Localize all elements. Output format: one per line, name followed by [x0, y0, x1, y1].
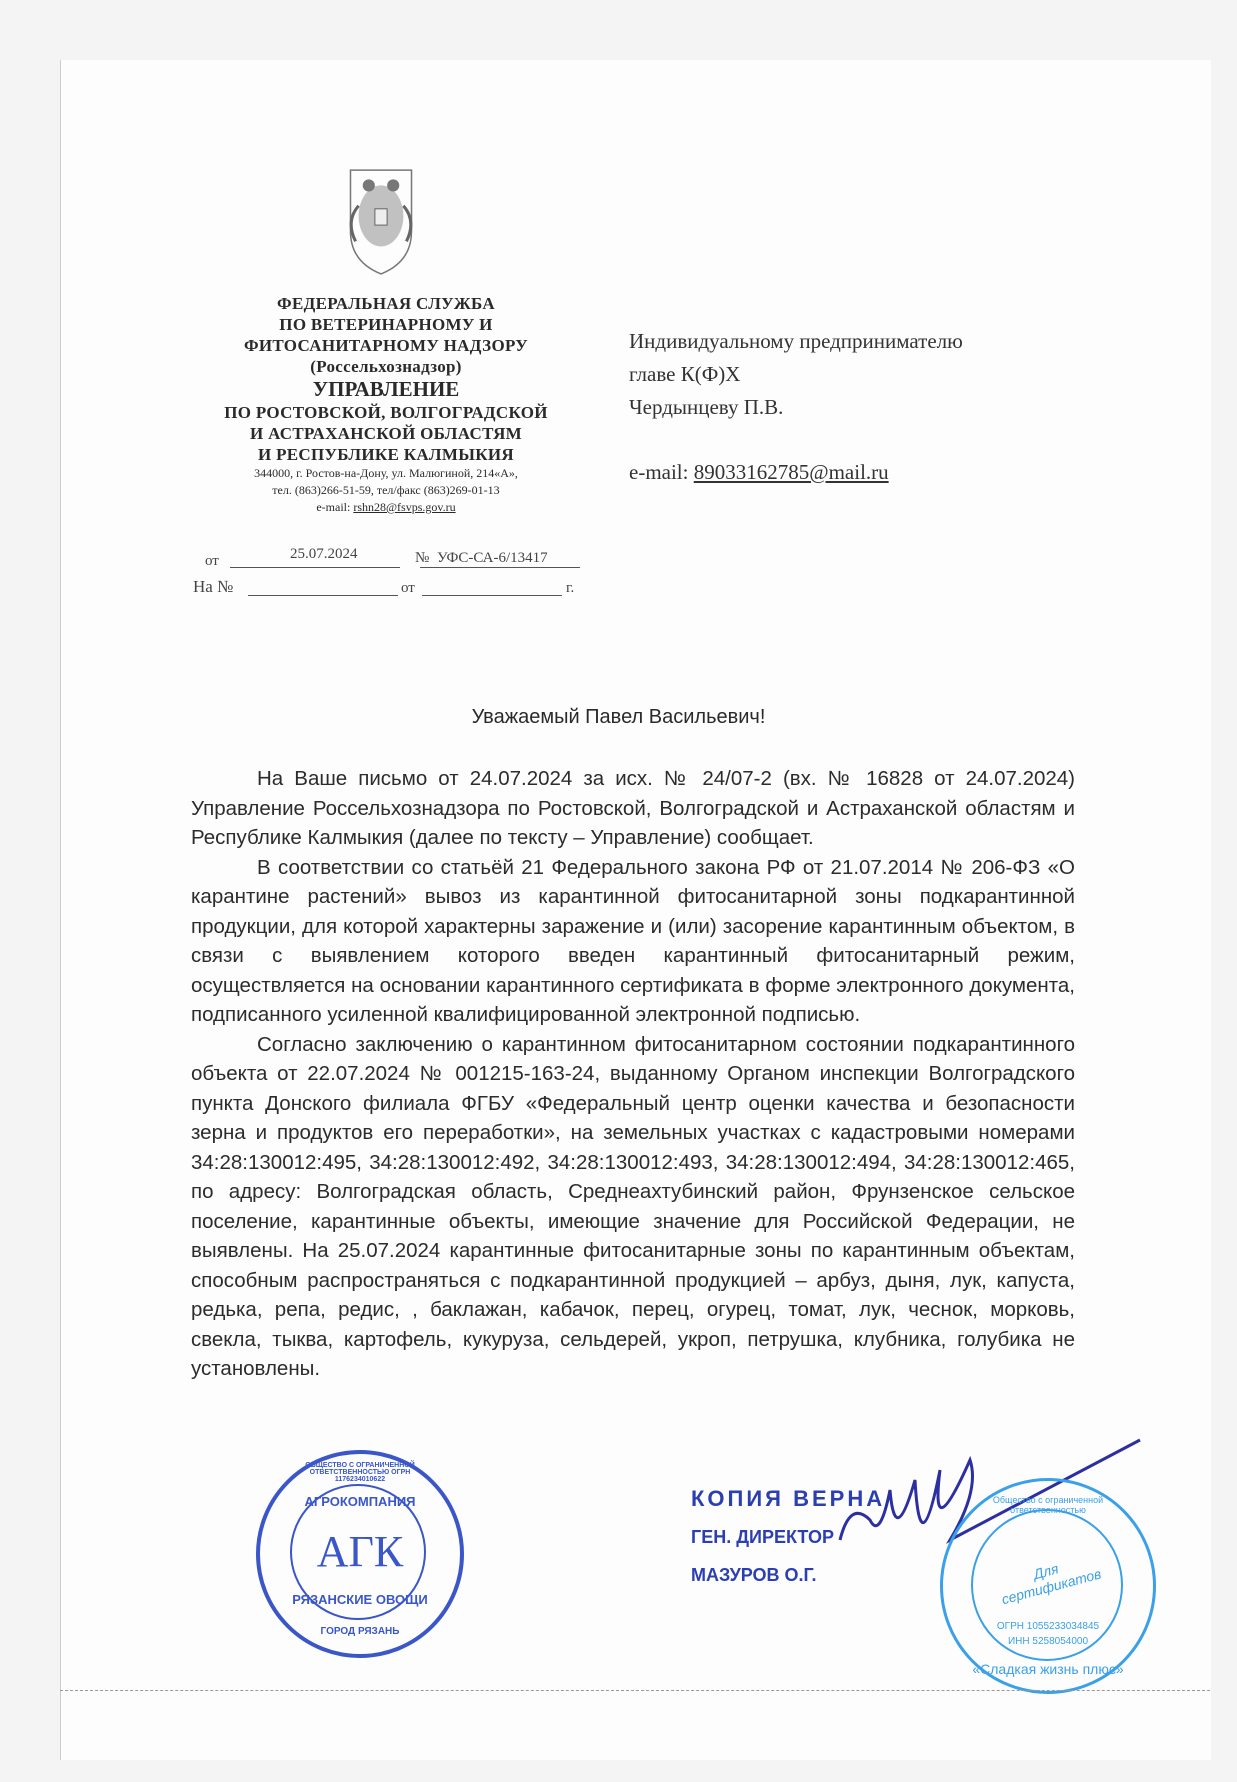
sender-region: ПО РОСТОВСКОЙ, ВОЛГОГРАДСКОЙ [224, 403, 548, 422]
reg-number: УФС-СА-6/13417 [437, 550, 548, 566]
reg-date: 25.07.2024 [290, 546, 358, 562]
stamp-outer-text: ОБЩЕСТВО С ОГРАНИЧЕННОЙ ОТВЕТСТВЕННОСТЬЮ ОГРН 1176234010622 [305, 1462, 415, 1483]
sender-region: И РЕСПУБЛИКЕ КАЛМЫКИЯ [258, 445, 514, 464]
recipient-line: Чердынцеву П.В. [629, 395, 784, 419]
recipient-line: главе К(Ф)Х [629, 362, 741, 386]
reg-number-label: № [415, 550, 430, 566]
greeting: Уважаемый Павел Васильевич! [471, 706, 766, 728]
recipient-email-link[interactable]: 89033162785@mail.ru [693, 460, 889, 484]
sender-phones: тел. (863)266-51-59, тел/факс (863)269-01-13 [272, 483, 500, 497]
ref-from-label: от [401, 580, 415, 596]
ref-year-suffix: г. [566, 580, 575, 596]
letter-body [191, 764, 1075, 1384]
stamp-outer-text: Общество с ограниченной ответственностью [992, 1495, 1104, 1515]
sender-email-link[interactable]: rshn28@fsvps.gov.ru [353, 500, 456, 514]
copy-verified-text: КОПИЯ ВЕРНА [691, 1486, 886, 1511]
stamp-city-text: ГОРОД РЯЗАНЬ [320, 1626, 400, 1637]
sender-address: 344000, г. Ростов-на-Дону, ул. Малюгиной, 214«А», [254, 466, 518, 480]
director-title: ГЕН. ДИРЕКТОР [691, 1527, 834, 1547]
paragraph: На Ваше письмо от 24.07.2024 за исх. № 24/07-2 (вх. № 16828 от 24.07.2024) Управление Россельхознадзора по Ростовской, Волгоградской и Астраханской областям и Республике Калмыкия (далее по тексту – Управление) сообщает. [191, 767, 1075, 849]
stamp-ogrn: ОГРН 1055233034845 [996, 1621, 1100, 1632]
stamp-bottom-text: РЯЗАНСКИЕ ОВОЩИ [292, 1592, 428, 1607]
recipient-line: Индивидуальному предпринимателю [629, 329, 963, 353]
company-stamp-sladkaya-zhizn [940, 1478, 1156, 1694]
coat-of-arms-emblem [330, 160, 432, 278]
director-name: МАЗУРОВ О.Г. [691, 1565, 817, 1585]
stamp-center-text: Для сертификатов [999, 1560, 1103, 1608]
recipient-block [629, 325, 963, 489]
company-stamp-agk [256, 1450, 464, 1658]
sender-line: ПО ВЕТЕРИНАРНОМУ И [279, 315, 493, 334]
sender-line: ФЕДЕРАЛЬНАЯ СЛУЖБА [277, 294, 495, 313]
sender-region: И АСТРАХАНСКОЙ ОБЛАСТЯМ [250, 424, 522, 443]
ref-date-line [422, 595, 562, 596]
sender-title: УПРАВЛЕНИЕ [312, 377, 460, 401]
page-edge-line [60, 1690, 1210, 1691]
ref-number-label: На № [193, 577, 234, 596]
reg-from-label: от [205, 553, 219, 569]
sender-line: (Россельхознадзор) [310, 357, 462, 376]
sender-letterhead [186, 293, 586, 516]
paragraph: В соответствии со статьёй 21 Федерального закона РФ от 21.07.2014 № 206-ФЗ «О карантине растений» вывоз из карантинной фитосанитарной зоны подкарантинной продукции, для которой характерны заражение и (или) засорение карантинным объектом, в связи с выявлением которого введен карантинный фитосанитарный режим, осуществляется на основании карантинного сертификата в форме электронного документа, подписанного усиленной квалифицированной электронной подписью. [191, 855, 1075, 1026]
stamp-inn: ИНН 5258054000 [1007, 1636, 1089, 1647]
stamp-company-name: «Сладкая жизнь плюс» [972, 1661, 1124, 1677]
stamp-top-text: АГРОКОМПАНИЯ [304, 1494, 416, 1509]
stamp-center-text: АГК [316, 1527, 404, 1576]
reg-date-line [230, 567, 400, 568]
reg-number-line [420, 567, 580, 568]
paragraph: Согласно заключению о карантинном фитосанитарном состоянии подкарантинного объекта от 22.07.2024 № 001215-163-24, выданному Органом инспекции Волгоградского пункта Донского филиала ФГБУ «Федеральный центр оценки качества и безопасности зерна и продуктов его переработки», на земельных участках с кадастровыми номерами 34:28:130012:495, 34:28:130012:492, 34:28:130012:493, 34:28:130012:494, 34:28:130012:465, по адресу: Волгоградская область, Среднеахтубинский район, Фрунзенское сельское поселение, карантинные объекты, имеющие значение для Российской Федерации, не выявлены. На 25.07.2024 карантинные фитосанитарные зоны по карантинным объектам, способным распространяться с подкарантинной продукцией – арбуз, дыня, лук, капуста, редька, репа, редис, , баклажан, кабачок, перец, огурец, томат, лук, чеснок, морковь, свекла, тыква, картофель, кукуруза, сельдерей, укроп, петрушка, клубника, голубика не установлены. [191, 1032, 1075, 1380]
sender-line: ФИТОСАНИТАРНОМУ НАДЗОРУ [243, 336, 529, 355]
recipient-email-label: e-mail: [629, 460, 689, 484]
sender-email-label: e-mail: [316, 500, 351, 514]
ref-number-line [248, 595, 398, 596]
